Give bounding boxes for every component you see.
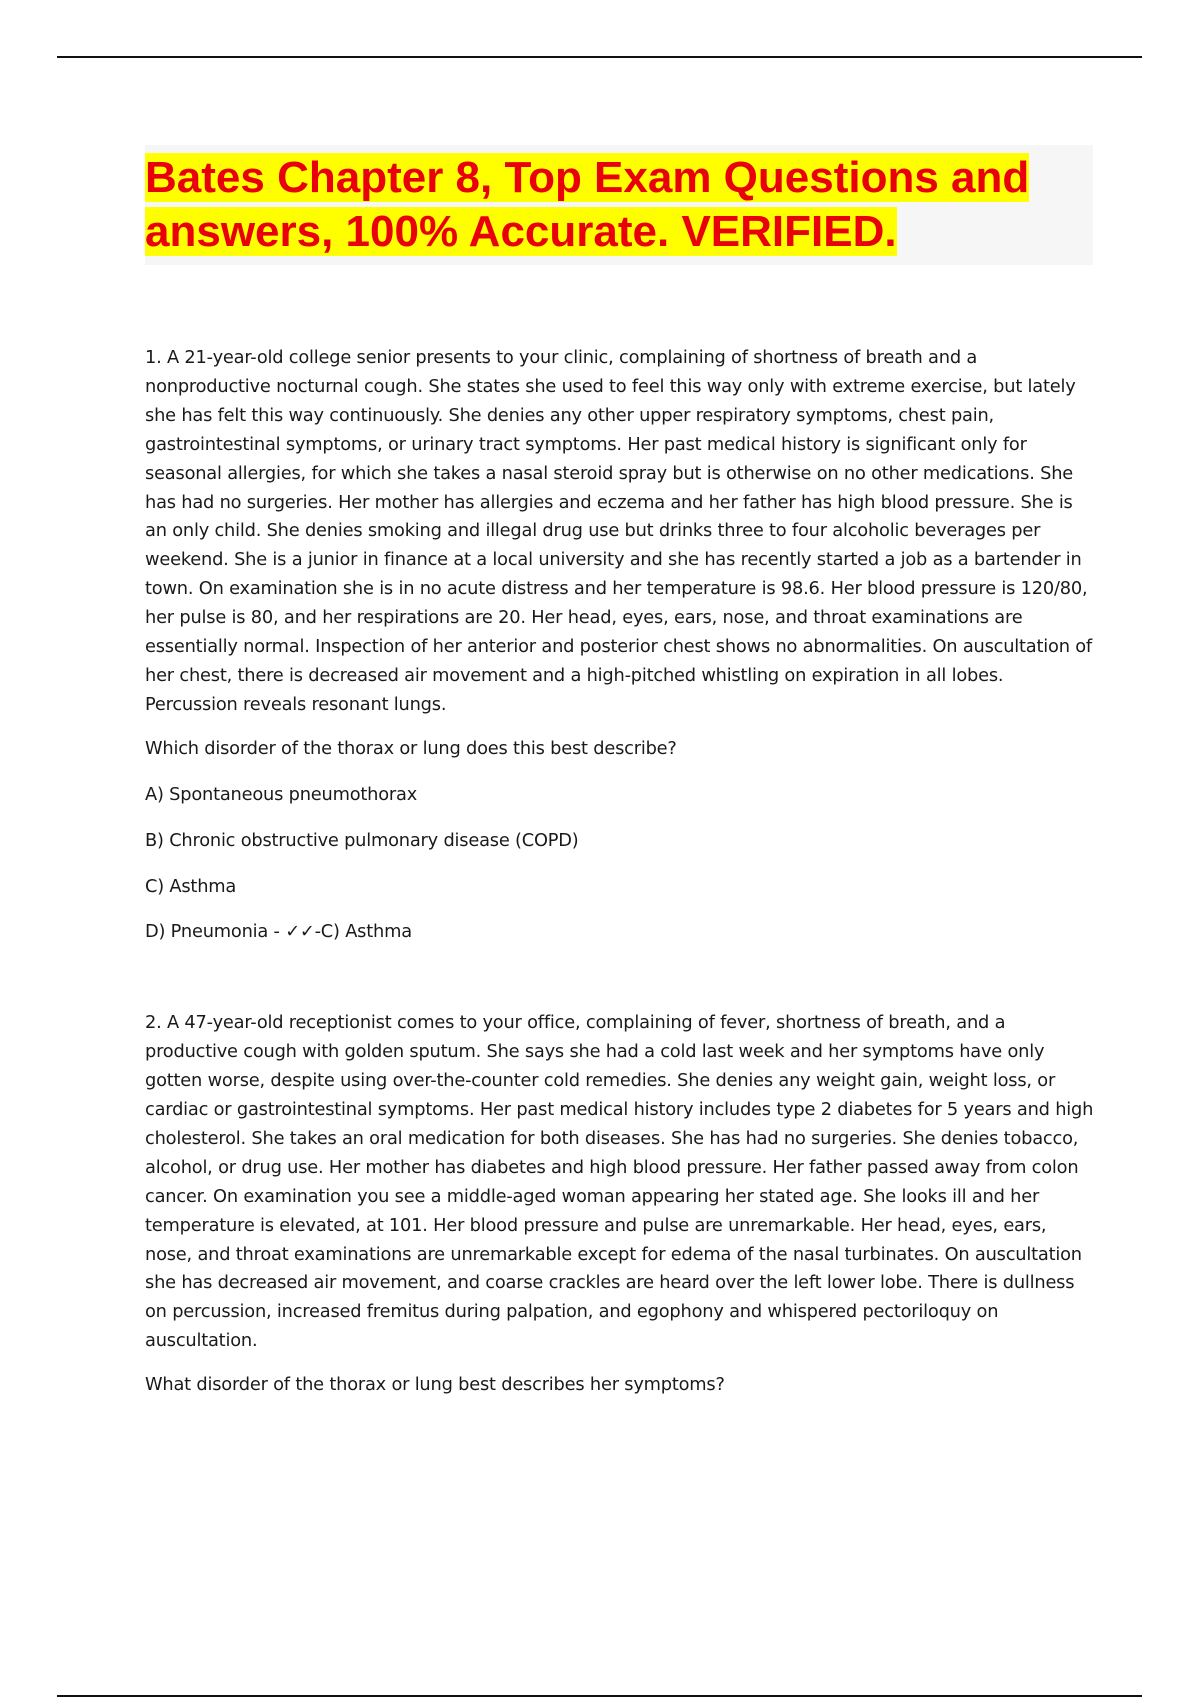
question-2-text: 2. A 47-year-old receptionist comes to your office, complaining of fever, shortness of breath, and a productive cough with golden sputum. She says she had a cold last week and her symptoms have only gotten worse, despite using over-the-counter cold remedies. She denies any weight gain, weight loss, or cardiac or gastrointestinal symptoms. Her past medical history includes type 2 diabetes for 5 years and high cholesterol. She takes an oral medication for both diseases. She has had no surgeries. She denies tobacco, alcohol, or drug use. Her mother has diabetes and high blood pressure. Her father passed away from colon cancer. On examination you see a middle-aged woman appearing her stated age. She looks ill and her temperature is elevated, at 101. Her blood pressure and pulse are unremarkable. Her head, eyes, ears, nose, and throat examinations are unremarkable except for edema of the nasal turbinates. On auscultation she has decreased air movement, and coarse crackles are heard over the left lower lobe. There is dullness on percussion, increased fremitus during palpation, and egophony and whispered pectoriloquy on auscultation.: [145, 1012, 1094, 1352]
question-1-option-c: C) Asthma: [145, 875, 237, 897]
question-1-option-d: D) Pneumonia - ✓✓-C) Asthma: [145, 921, 412, 943]
title-highlight: Bates Chapter 8, Top Exam Questions and answers, 100% Accurate. VERIFIED.: [145, 153, 1030, 256]
question-1-option-a: A) Spontaneous pneumothorax: [145, 783, 418, 805]
document-body: [145, 344, 1095, 1400]
question-1-text: 1. A 21-year-old college senior presents to your clinic, complaining of shortness of breath and a nonproductive nocturnal cough. She states she used to feel this way only with extreme exercise, but lately she has felt this way continuously. She denies any other upper respiratory symptoms, chest pain, gastrointestinal symptoms, or urinary tract symptoms. Her past medical history is significant only for seasonal allergies, for which she takes a nasal steroid spray but is otherwise on no other medications. She has had no surgeries. Her mother has allergies and eczema and her father has high blood pressure. She is an only child. She denies smoking and illegal drug use but drinks three to four alcoholic beverages per weekend. She is a junior in finance at a local university and she has recently started a job as a bartender in town. On examination she is in no acute distress and her temperature is 98.6. Her blood pressure is 120/80, her pulse is 80, and her respirations are 20. Her head, eyes, ears, nose, and throat examinations are essentially normal. Inspection of her anterior and posterior chest shows no abnormalities. On auscultation of her chest, there is decreased air movement and a high-pitched whistling on expiration in all lobes. Percussion reveals resonant lungs.: [145, 347, 1092, 715]
top-rule: [57, 56, 1142, 58]
question-2-prompt: What disorder of the thorax or lung best describes her symptoms?: [145, 1374, 725, 1396]
question-1-prompt: Which disorder of the thorax or lung does this best describe?: [145, 737, 677, 759]
question-1-option-b: B) Chronic obstructive pulmonary disease (COPD): [145, 829, 579, 851]
document-title: [145, 151, 1093, 259]
bottom-rule: [57, 1695, 1142, 1697]
title-block: [145, 145, 1093, 265]
